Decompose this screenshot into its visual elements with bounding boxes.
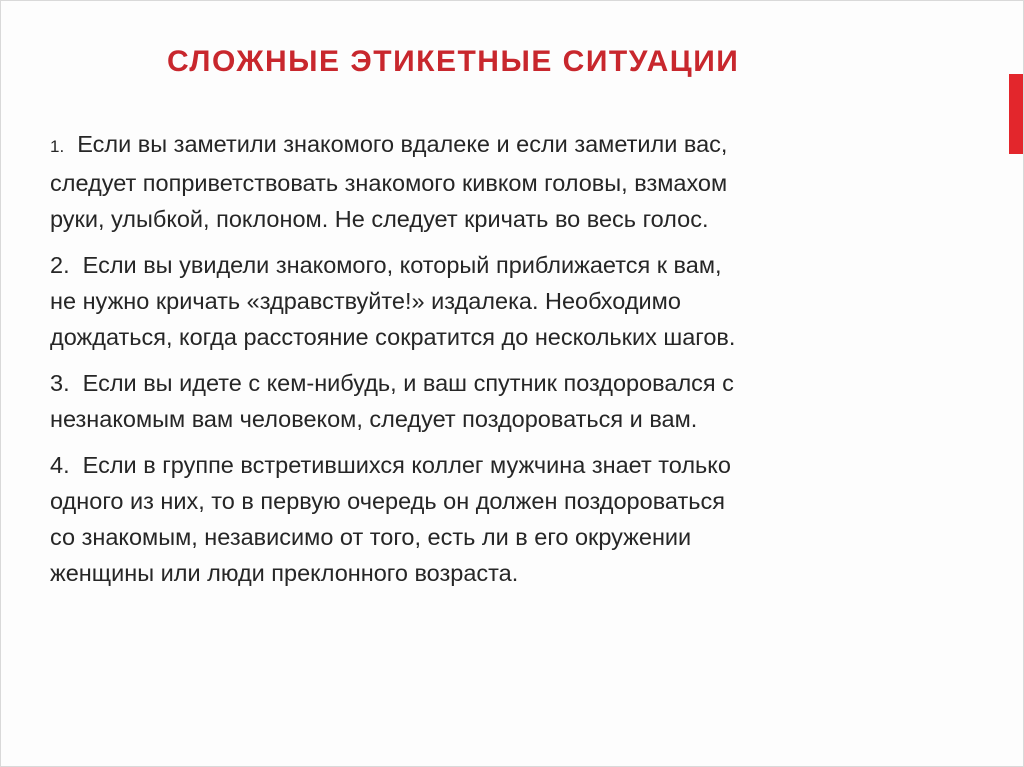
list-item-2-line-2: не нужно кричать «здравствуйте!» издалека. Необходимо [50, 288, 681, 314]
list-item-3 [50, 365, 980, 437]
list-item-3-number: 3. [50, 370, 70, 396]
list-item-4-number: 4. [50, 452, 70, 478]
list-item-4 [50, 447, 980, 591]
list-item-3-text-1: Если вы идете с кем-нибудь, и ваш спутник поздоровался с [82, 370, 734, 396]
list-item-4-line-1 [50, 447, 980, 483]
list-item-2-number: 2. [50, 252, 70, 278]
list-item-1-line-1 [50, 126, 980, 165]
accent-bar [1009, 74, 1023, 154]
list-item-1-line-2: следует поприветствовать знакомого кивком головы, взмахом [50, 170, 728, 196]
list-item-1-text-1: Если вы заметили знакомого вдалеке и если заметили вас, [77, 131, 728, 157]
list-item-1 [50, 126, 980, 237]
list-item-3-line-2: незнакомым вам человеком, следует поздороваться и вам. [50, 406, 698, 432]
slide-title: СЛОЖНЫЕ ЭТИКЕТНЫЕ СИТУАЦИИ [167, 45, 740, 78]
list-item-1-number: 1. [50, 137, 65, 156]
list-item-2-text-1: Если вы увидели знакомого, который приближается к вам, [82, 252, 722, 278]
list-item-2-line-3: дождаться, когда расстояние сократится до нескольких шагов. [50, 324, 736, 350]
list-item-1-line-3: руки, улыбкой, поклоном. Не следует кричать во весь голос. [50, 206, 709, 232]
list-item-4-line-3: со знакомым, независимо от того, есть ли в его окружении [50, 524, 692, 550]
list-item-4-text-1: Если в группе встретившихся коллег мужчина знает только [82, 452, 731, 478]
list-item-3-line-1 [50, 365, 980, 401]
list-item-2-line-1 [50, 247, 980, 283]
slide-content [50, 126, 980, 601]
list-item-4-line-4: женщины или люди преклонного возраста. [50, 560, 519, 586]
list-item-2 [50, 247, 980, 355]
list-item-4-line-2: одного из них, то в первую очередь он должен поздороваться [50, 488, 725, 514]
